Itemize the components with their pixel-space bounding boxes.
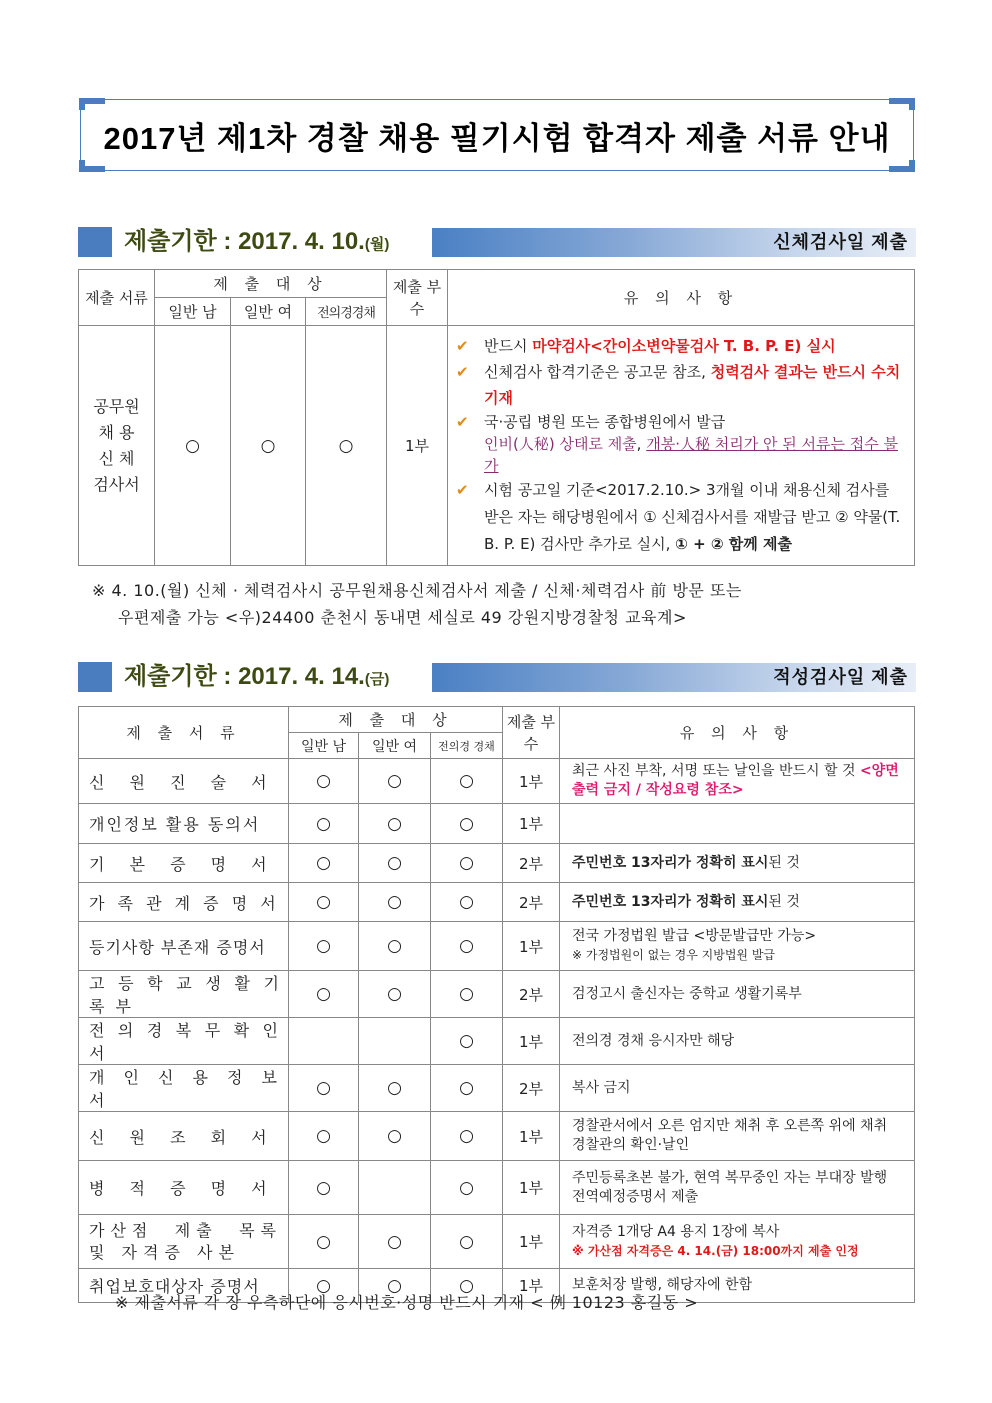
doc-name: 기 본 증 명 서 <box>79 844 289 883</box>
mark-male: ○ <box>289 804 359 844</box>
doc-name: 전 의 경 복 무 확 인 서 <box>79 1018 289 1065</box>
mark-male: ○ <box>289 1112 359 1161</box>
doc-name: 취업보호대상자 증명서 <box>79 1269 289 1303</box>
corner-decoration <box>79 98 85 110</box>
medical-doc-table <box>78 269 915 566</box>
doc-name: 고 등 학 교 생 활 기 록 부 <box>79 971 289 1018</box>
note-item: ✔ 반드시 마약검사<간이소변약물검사 T. B. P. E) 실시 <box>456 333 906 359</box>
mark-female: ○ <box>359 759 431 804</box>
section-header-2 <box>76 659 916 694</box>
mark-male: ○ <box>289 759 359 804</box>
doc-name: 개인정보 활용 동의서 <box>79 804 289 844</box>
mark-veteran: ○ <box>306 326 387 566</box>
note-cell: 주민번호 13자리가 정확히 표시된 것 <box>560 883 915 922</box>
table-row <box>79 844 915 883</box>
mark-female <box>359 1018 431 1065</box>
mark-female: ○ <box>359 922 431 971</box>
table-row <box>79 1161 915 1215</box>
aptitude-doc-table <box>78 706 915 1303</box>
mark-veteran: ○ <box>431 971 503 1018</box>
checkmark-icon: ✔ <box>456 413 469 431</box>
corner-decoration <box>909 160 915 172</box>
doc-name: 가산점 제출 목록 및 자격증 사본 <box>79 1215 289 1269</box>
mark-male: ○ <box>289 922 359 971</box>
mark-veteran: ○ <box>431 1269 503 1303</box>
mark-veteran: ○ <box>431 1112 503 1161</box>
doc-name: 개 인 신 용 정 보 서 <box>79 1065 289 1112</box>
table-row <box>79 326 915 566</box>
header-copies: 제출 부수 <box>387 270 448 326</box>
mark-veteran: ○ <box>431 844 503 883</box>
document-title-box <box>80 99 914 171</box>
doc-name: 공무원 채 용 신 체 검사서 <box>79 326 155 566</box>
note-cell: 주민등록초본 불가, 현역 복무중인 자는 부대장 발행 전역예정증명서 제출 <box>560 1161 915 1215</box>
table-row <box>79 1215 915 1269</box>
table-row <box>79 922 915 971</box>
header-female: 일반 여 <box>231 298 306 326</box>
note-cell: 주민번호 13자리가 정확히 표시된 것 <box>560 844 915 883</box>
doc-name: 가 족 관 계 증 명 서 <box>79 883 289 922</box>
table-row <box>79 804 915 844</box>
header-notes: 유 의 사 항 <box>560 707 915 759</box>
doc-name: 병 적 증 명 서 <box>79 1161 289 1215</box>
copies: 1부 <box>503 1161 560 1215</box>
section-marker-icon <box>78 662 112 692</box>
mark-female: ○ <box>359 1215 431 1269</box>
header-veteran: 전의경경채 <box>306 298 387 326</box>
copies: 1부 <box>503 804 560 844</box>
note-cell <box>560 804 915 844</box>
doc-name: 등기사항 부존재 증명서 <box>79 922 289 971</box>
header-veteran: 전의경 경채 <box>431 733 503 759</box>
deadline-label: 제출기한 : 2017. 4. 14.(금) <box>124 663 390 690</box>
note-cell: 보훈처장 발행, 해당자에 한함 <box>560 1269 915 1303</box>
mark-female: ○ <box>359 844 431 883</box>
mark-female: ○ <box>359 971 431 1018</box>
mark-veteran: ○ <box>431 883 503 922</box>
checkmark-icon: ✔ <box>456 481 469 499</box>
header-copies: 제출 부수 <box>503 707 560 759</box>
deadline-label: 제출기한 : 2017. 4. 10.(월) <box>124 228 390 255</box>
mark-male: ○ <box>289 1269 359 1303</box>
copies: 1부 <box>503 1269 560 1303</box>
copies: 2부 <box>503 883 560 922</box>
table-row <box>79 971 915 1018</box>
checkmark-icon: ✔ <box>456 363 469 381</box>
copies: 1부 <box>503 1112 560 1161</box>
doc-name: 신 원 조 회 서 <box>79 1112 289 1161</box>
mark-male <box>289 1018 359 1065</box>
note-item: ✔ 국·공립 병원 또는 종합병원에서 발급 인비(人秘) 상태로 제출, 개봉·人秘 처리가 안 된 서류는 접수 불가 <box>456 413 898 475</box>
copies: 1부 <box>503 1215 560 1269</box>
doc-name: 신 원 진 술 서 <box>79 759 289 804</box>
table-row <box>79 1112 915 1161</box>
mark-veteran: ○ <box>431 804 503 844</box>
footnote-1-line1: ※ 4. 10.(월) 신체 · 체력검사시 공무원채용신체검사서 제출 / 신체·체력검사 前 방문 또는 <box>92 581 742 600</box>
mark-veteran: ○ <box>431 1065 503 1112</box>
copies: 2부 <box>503 1065 560 1112</box>
note-cell: 전의경 경채 응시자만 해당 <box>560 1018 915 1065</box>
section-marker-icon <box>78 227 112 257</box>
footnote-1-line2: 우편제출 가능 <우)24400 춘천시 동내면 세실로 49 강원지방경찰청 교육계> <box>118 608 687 627</box>
mark-male: ○ <box>155 326 231 566</box>
note-cell: 최근 사진 부착, 서명 또는 날인을 반드시 할 것 <양면출력 금지 / 작성요령 참조> <box>560 759 915 804</box>
notes-cell <box>448 326 915 566</box>
checkmark-icon: ✔ <box>456 337 469 355</box>
mark-veteran: ○ <box>431 759 503 804</box>
header-female: 일반 여 <box>359 733 431 759</box>
note-cell: 경찰관서에서 오른 엄지만 채취 후 오른쪽 위에 채취 경찰관의 확인·날인 <box>560 1112 915 1161</box>
header-doc: 제 출 서 류 <box>79 707 289 759</box>
note-item: ✔ 신체검사 합격기준은 공고문 참조, 청력검사 결과는 반드시 수치 기재 <box>456 359 906 411</box>
mark-female: ○ <box>359 1112 431 1161</box>
header-target: 제 출 대 상 <box>289 707 503 733</box>
copies: 1부 <box>503 759 560 804</box>
copies: 1부 <box>503 1018 560 1065</box>
mark-female: ○ <box>359 883 431 922</box>
mark-male: ○ <box>289 844 359 883</box>
header-notes: 유 의 사 항 <box>448 270 915 326</box>
mark-veteran: ○ <box>431 1018 503 1065</box>
section-header-1 <box>76 224 916 259</box>
table-row <box>79 759 915 804</box>
table-row <box>79 883 915 922</box>
table-row <box>79 1018 915 1065</box>
mark-male: ○ <box>289 1215 359 1269</box>
mark-female: ○ <box>359 804 431 844</box>
mark-male: ○ <box>289 1065 359 1112</box>
footnote-2: ※ 제출서류 각 장 우측하단에 응시번호·성명 반드시 기재 < 例 10123 홍길동 > <box>115 1293 699 1312</box>
mark-male: ○ <box>289 971 359 1018</box>
page-title: 2017년 제1차 경찰 채용 필기시험 합격자 제출 서류 안내 <box>103 120 891 156</box>
mark-male: ○ <box>289 1161 359 1215</box>
mark-female <box>359 1161 431 1215</box>
header-target: 제 출 대 상 <box>155 270 387 298</box>
note-item: ✔ 시험 공고일 기준<2017.2.10.> 3개월 이내 채용신체 검사를 받은 자는 해당병원에서 ① 신체검사서를 재발급 받고 ② 약물(T. B. P. E) 검사만 추가로 실시, ① + ② 함께 제출 <box>456 477 906 558</box>
corner-decoration <box>909 98 915 110</box>
mark-veteran: ○ <box>431 1215 503 1269</box>
section-subtitle: 적성검사일 제출 <box>773 667 908 687</box>
table-row <box>79 1065 915 1112</box>
copies: 1부 <box>503 922 560 971</box>
copies: 2부 <box>503 971 560 1018</box>
header-doc: 제출 서류 <box>79 270 155 326</box>
mark-veteran: ○ <box>431 1161 503 1215</box>
note-cell: 자격증 1개당 A4 용지 1장에 복사 ※ 가산점 자격증은 4. 14.(금) 18:00까지 제출 인정 <box>560 1215 915 1269</box>
copies: 1부 <box>387 326 448 566</box>
note-cell: 검정고시 출신자는 중학교 생활기록부 <box>560 971 915 1018</box>
mark-veteran: ○ <box>431 922 503 971</box>
header-male: 일반 남 <box>289 733 359 759</box>
mark-female: ○ <box>359 1065 431 1112</box>
header-male: 일반 남 <box>155 298 231 326</box>
mark-female: ○ <box>231 326 306 566</box>
section-subtitle: 신체검사일 제출 <box>773 232 908 252</box>
copies: 2부 <box>503 844 560 883</box>
note-cell: 복사 금지 <box>560 1065 915 1112</box>
note-cell: 전국 가정법원 발급 <방문발급만 가능> ※ 가정법원이 없는 경우 지방법원 발급 <box>560 922 915 971</box>
corner-decoration <box>79 160 85 172</box>
mark-female: ○ <box>359 1269 431 1303</box>
mark-male: ○ <box>289 883 359 922</box>
